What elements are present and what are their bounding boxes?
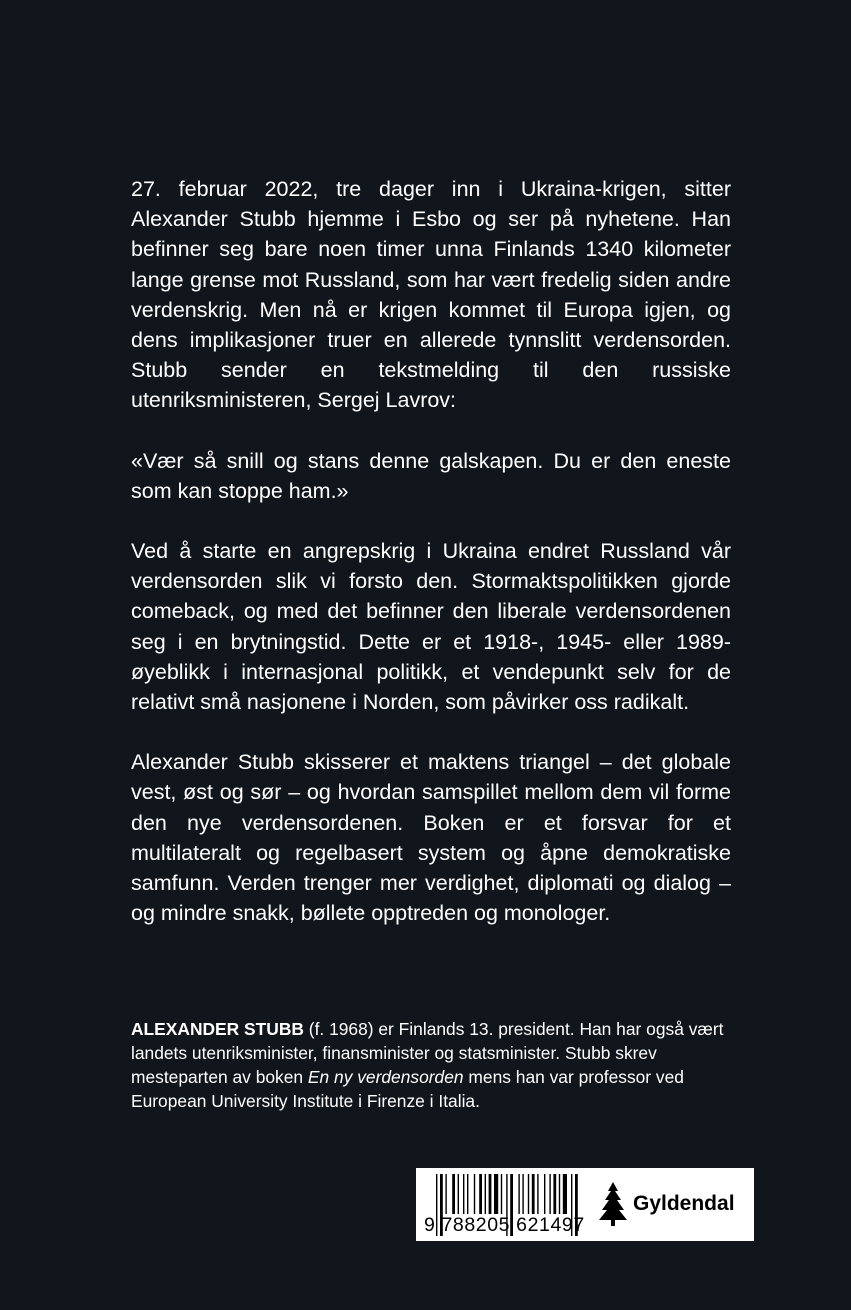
author-bio-part-1: (f. 1968) er Finlands 13. president. Han har også vært landets utenriksminister, finansminister og statsminister. Stubb skrev mesteparten av boken: [131, 1019, 724, 1087]
blurb-paragraph-4: Alexander Stubb skisserer et maktens triangel – det globale vest, øst og sør – og hvordan samspillet mellom dem vil forme den nye verdensordenen. Boken er et forsvar for et multilateralt og regelbasert system og åpne demokratiske samfunn. Verden trenger mer verdighet, diplomati og dialog – og mindre snakk, bøllete opptreden og monologer.: [131, 750, 731, 926]
author-bio-text: [131, 1017, 731, 1113]
fir-tree-icon: [598, 1182, 628, 1226]
barcode-panel: [416, 1168, 754, 1241]
book-title: En ny verdensorden: [307, 1067, 464, 1087]
publisher-name: Gyldendal: [633, 1192, 735, 1215]
publisher-logo: [598, 1178, 750, 1234]
blurb-quote: «Vær så snill og stans denne galskapen. Du er den eneste som kan stoppe ham.»: [131, 448, 731, 503]
author-bio: [131, 1017, 731, 1113]
back-cover-blurb: [131, 174, 731, 958]
isbn-number: 9 788205 621497: [424, 1214, 585, 1236]
blurb-paragraph-3: Ved å starte en angrepskrig i Ukraina endret Russland vår verdensorden slik vi forsto den. Stormaktspolitikken gjorde comeback, og med det befinner den liberale verdensordenen seg i en brytningstid. Dette er et 1918-, 1945- eller 1989-øyeblikk i internasjonal politikk, et vendepunkt selv for de relativt små nasjonene i Norden, som påvirker oss radikalt.: [131, 539, 731, 715]
blurb-paragraph-1: 27. februar 2022, tre dager inn i Ukraina-krigen, sitter Alexander Stubb hjemme i Esbo og ser på nyhetene. Han befinner seg bare noen timer unna Finlands 1340 kilometer lange grense mot Russland, som har vært fredelig siden andre verdenskrig. Men nå er krigen kommet til Europa igjen, og dens implikasjoner truer en allerede tynnslitt verdensorden. Stubb sender en tekstmelding til den russiske utenriksministeren, Sergej Lavrov:: [131, 177, 731, 413]
author-name: ALEXANDER STUBB: [131, 1019, 304, 1039]
author-bio-part-2: mens han var professor ved European University Institute i Firenze i Italia.: [131, 1067, 684, 1111]
